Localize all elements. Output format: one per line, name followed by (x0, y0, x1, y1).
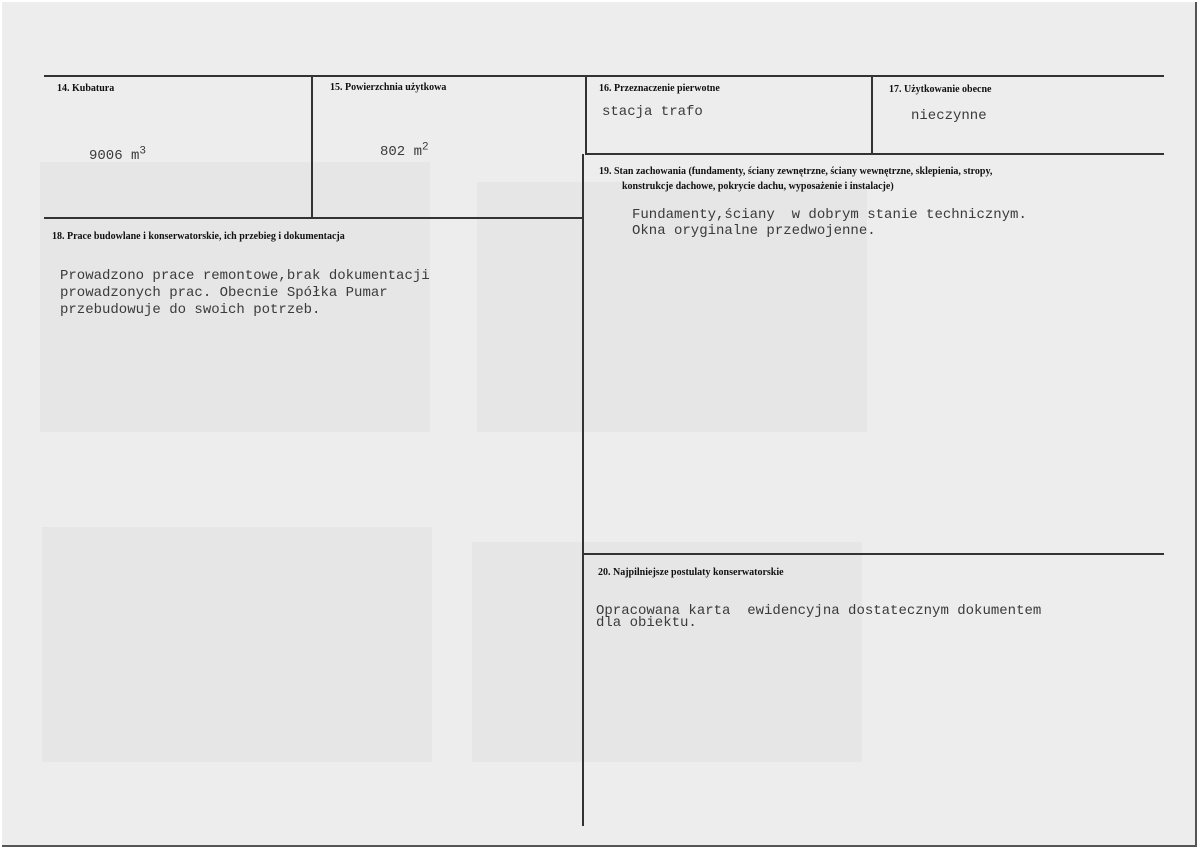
field-15-number: 802 m (380, 144, 423, 160)
field-20-line: Opracowana karta ewidencyjna dostatecznym dokumentem (596, 603, 1042, 619)
field-14-number: 9006 m (89, 148, 140, 164)
rule-under-16-17 (585, 153, 1164, 155)
field-17-value: nieczynne (911, 108, 987, 124)
field-19-label-line1: 19. Stan zachowania (fundamenty, ściany zewnętrzne, ściany wewnętrzne, sklepienia, stropy, (599, 166, 993, 177)
center-divider (582, 154, 584, 826)
field-19-label-line2: konstrukcje dachowe, pokrycie dachu, wyposażenie i instalacje) (622, 181, 894, 192)
rule-above-20 (582, 553, 1164, 555)
field-18-label: 18. Prace budowlane i konserwatorskie, ich przebieg i dokumentacja (52, 231, 345, 242)
divider-14-15 (311, 75, 313, 218)
field-17-label: 17. Użytkowanie obecne (889, 84, 992, 95)
field-14-exponent: 3 (139, 145, 147, 158)
field-18-line: Prowadzono prace remontowe,brak dokumentacji (60, 268, 430, 284)
field-15-value (380, 141, 429, 160)
field-15-exponent: 2 (422, 141, 429, 154)
field-15-label: 15. Powierzchnia użytkowa (330, 82, 447, 93)
show-through-block (42, 527, 432, 762)
field-19-line: Okna oryginalne przedwojenne. (632, 223, 876, 239)
field-14-value (89, 145, 147, 164)
field-20-label: 20. Najpilniejsze postulaty konserwatorskie (598, 567, 784, 578)
field-20-line: dla obiektu. (596, 615, 697, 631)
field-19-line: Fundamenty,ściany w dobrym stanie technicznym. (632, 207, 1027, 223)
record-card (2, 2, 1197, 847)
field-16-label: 16. Przeznaczenie pierwotne (599, 83, 720, 94)
rule-under-14-15 (44, 217, 584, 219)
top-rule (44, 75, 1164, 77)
divider-16-17 (871, 75, 873, 154)
divider-15-16 (585, 75, 587, 154)
field-18-line: przebudowuje do swoich potrzeb. (60, 302, 321, 318)
field-14-label: 14. Kubatura (57, 83, 115, 94)
field-16-value: stacja trafo (602, 104, 703, 120)
field-18-line: prowadzonych prac. Obecnie Spółka Pumar (60, 285, 388, 301)
